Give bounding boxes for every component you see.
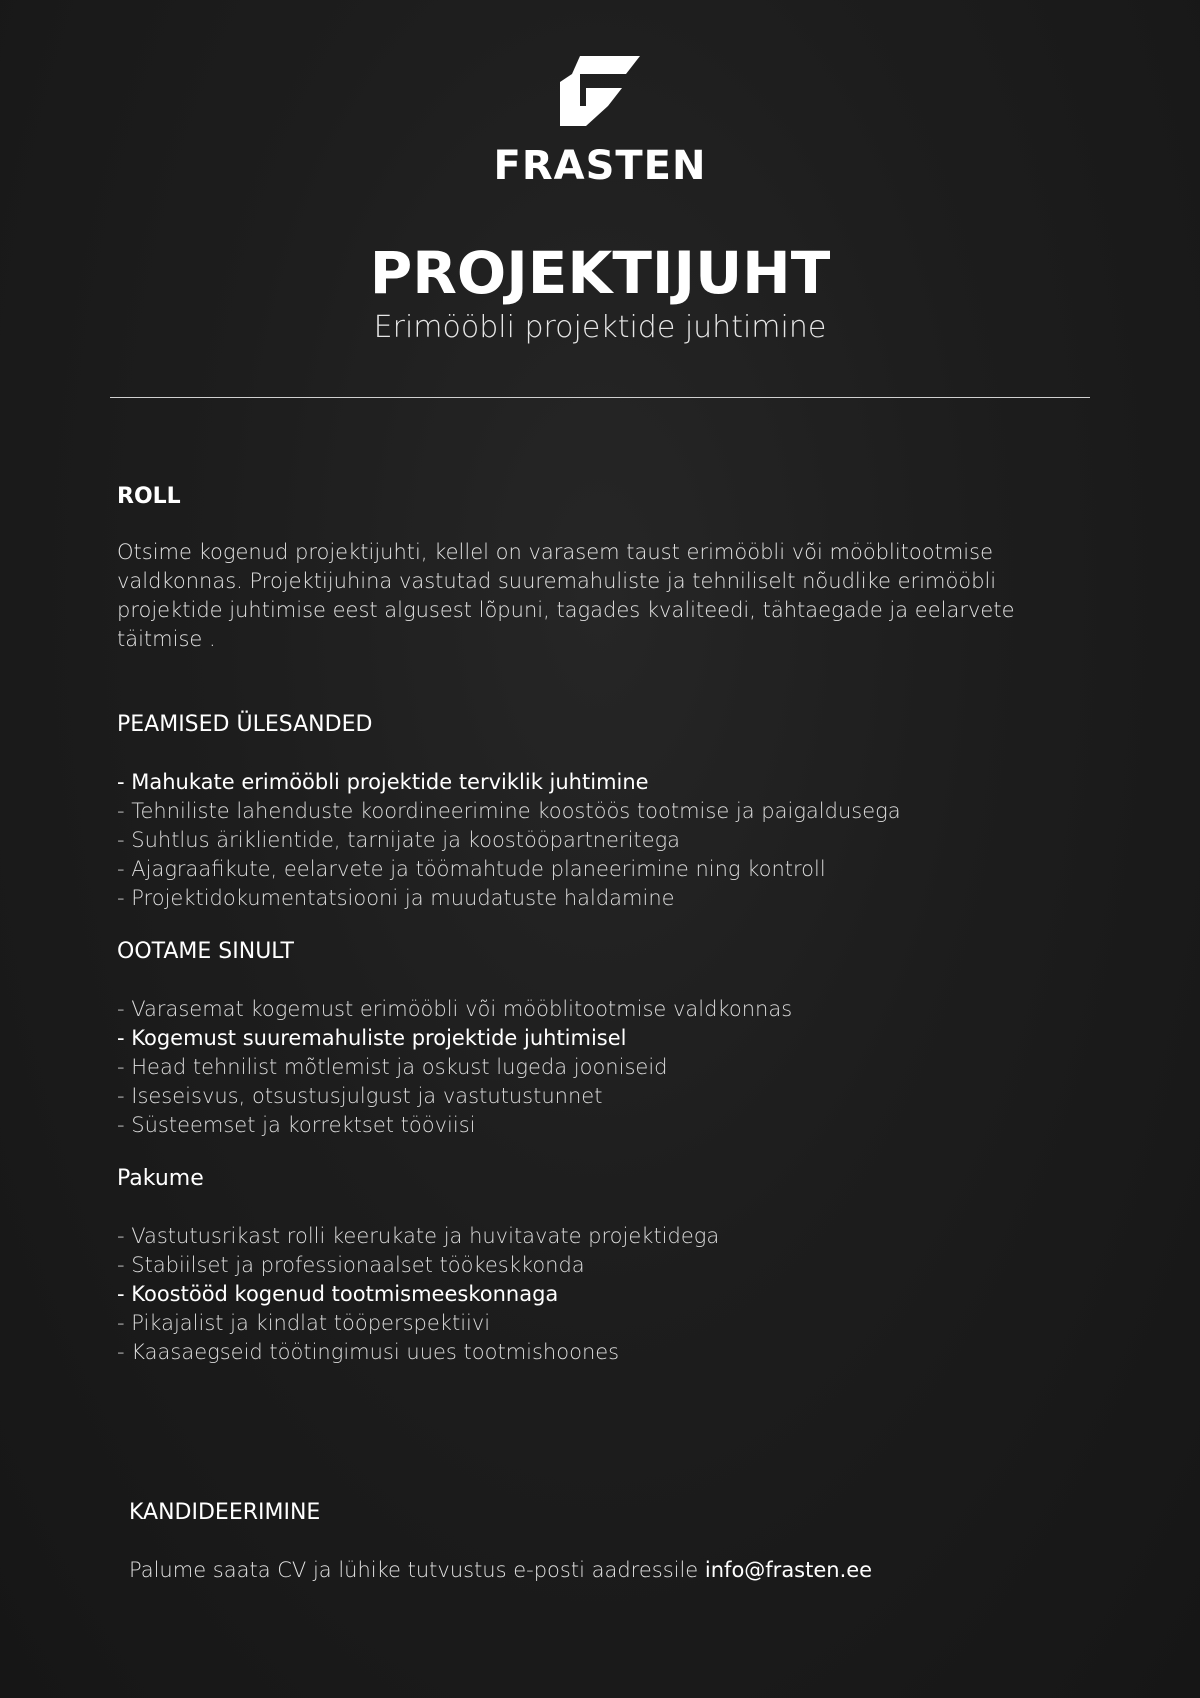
- role-text: Otsime kogenud projektijuhti, kellel on varasem taust erimööbli või mööblitootmise valdkonnas. Projektijuhina vastutad suuremahuliste ja tehniliselt nõudlike erimööbli projektide juhtimise eest algusest lõpuni, tagades kvaliteedi, tähtaegade ja eelarvete täitmise .: [117, 540, 1015, 651]
- contact-email-link[interactable]: info@frasten.ee: [704, 1558, 873, 1582]
- tasks-list: [117, 768, 1097, 913]
- list-item: - Kogemust suuremahuliste projektide juhtimisel: [117, 1026, 627, 1050]
- brand-logo: [0, 56, 1200, 126]
- tasks-heading: PEAMISED ÜLESANDED: [117, 712, 373, 737]
- role-heading: ROLL: [117, 484, 181, 509]
- list-item: - Koostööd kogenud tootmismeeskonnaga: [117, 1282, 559, 1306]
- list-item: - Head tehnilist mõtlemist ja oskust lugeda jooniseid: [117, 1055, 668, 1079]
- page-subtitle: Erimööbli projektide juhtimine: [373, 310, 827, 345]
- list-item: - Mahukate erimööbli projektide terviklik juhtimine: [117, 770, 649, 794]
- brand-name: FRASTEN: [493, 143, 707, 189]
- apply-instruction: Palume saata CV ja lühike tutvustus e-posti aadressile: [129, 1558, 705, 1582]
- list-item: - Vastutusrikast rolli keerukate ja huvitavate projektidega: [117, 1224, 720, 1248]
- list-item: - Iseseisvus, otsustusjulgust ja vastutustunnet: [117, 1084, 603, 1108]
- posting-content: [117, 482, 1097, 1367]
- tasks-section: [117, 710, 1097, 913]
- list-item: - Projektidokumentatsiooni ja muudatuste haldamine: [117, 886, 675, 910]
- role-section: [117, 482, 1097, 654]
- list-item: - Stabiilset ja professionaalset töökeskkonda: [117, 1253, 585, 1277]
- requirements-list: [117, 995, 1097, 1140]
- apply-heading: KANDIDEERIMINE: [129, 1500, 321, 1525]
- requirements-section: [117, 937, 1097, 1140]
- offer-heading: Pakume: [117, 1166, 204, 1191]
- offer-list: [117, 1222, 1097, 1367]
- offer-section: [117, 1164, 1097, 1367]
- list-item: - Varasemat kogemust erimööbli või mööblitootmise valdkonnas: [117, 997, 793, 1021]
- list-item: - Ajagraafikute, eelarvete ja töömahtude planeerimine ning kontroll: [117, 857, 826, 881]
- apply-section: [129, 1498, 1109, 1585]
- list-item: - Tehniliste lahenduste koordineerimine koostöös tootmise ja paigaldusega: [117, 799, 901, 823]
- apply-text: [129, 1556, 1109, 1585]
- page-title: PROJEKTIJUHT: [369, 239, 831, 307]
- list-item: - Suhtlus äriklientide, tarnijate ja koostööpartneritega: [117, 828, 681, 852]
- list-item: - Pikajalist ja kindlat tööperspektiivi: [117, 1311, 491, 1335]
- requirements-heading: OOTAME SINULT: [117, 939, 294, 964]
- list-item: - Kaasaegseid töötingimusi uues tootmishoones: [117, 1340, 620, 1364]
- frasten-f-logo-icon: [560, 56, 640, 126]
- list-item: - Süsteemset ja korrektset tööviisi: [117, 1113, 476, 1137]
- header-divider: [110, 397, 1090, 398]
